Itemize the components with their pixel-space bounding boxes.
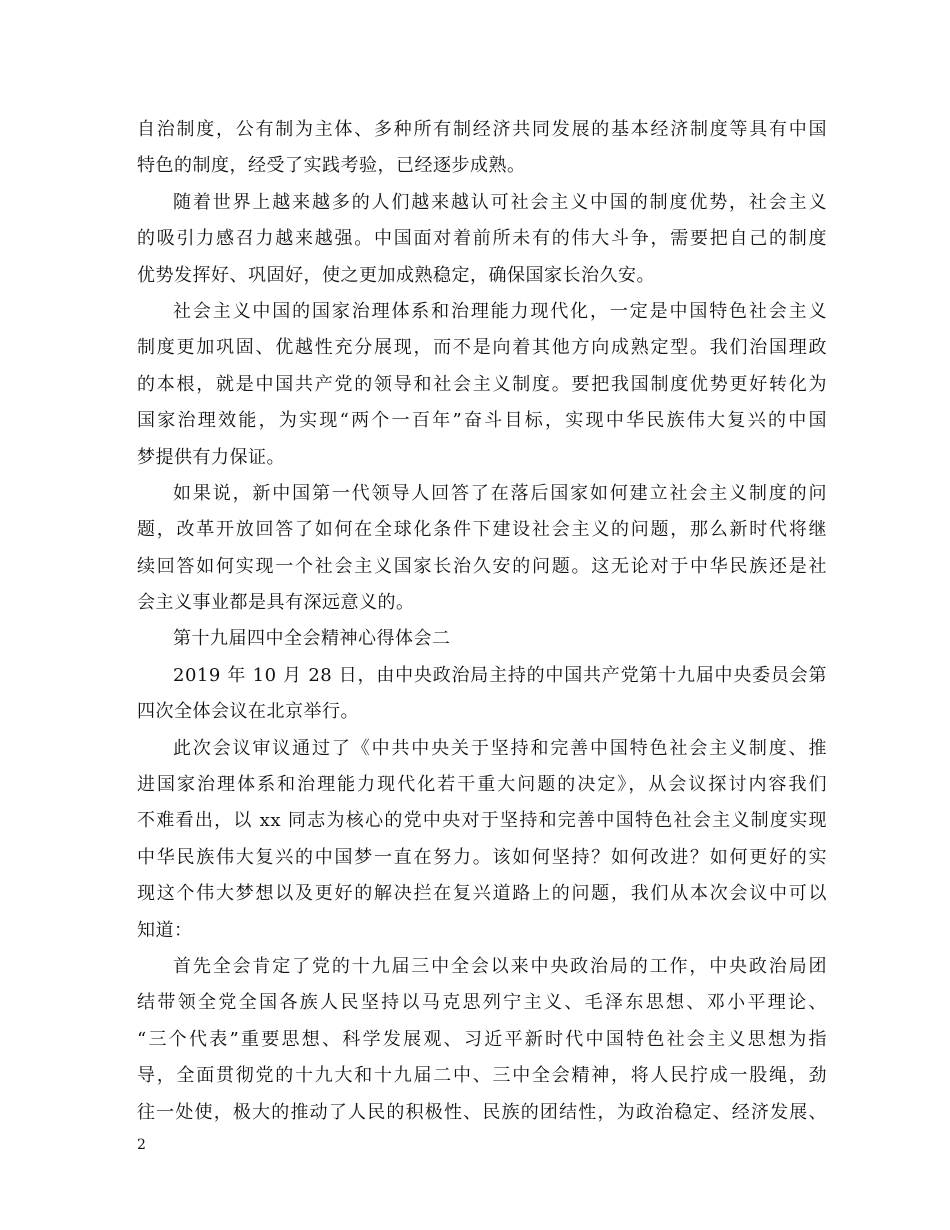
text-line: “三个代表”重要思想、科学发展观、习近平新时代中国特色社会主义思想为指 [137,1028,827,1050]
text-line: 往一处使，极大的推动了人民的积极性、民族的团结性，为政治稳定、经济发展、 [137,1101,827,1123]
text-line: 国家治理效能，为实现“两个一百年”奋斗目标，实现中华民族伟大复兴的中国 [137,410,827,432]
text-line: 续回答如何实现一个社会主义国家长治久安的问题。这无论对于中华民族还是社 [137,555,827,577]
text-line: 四次全体会议在北京举行。 [137,701,359,723]
text-line: 2019 年 10 月 28 日，由中央政治局主持的中国共产党第十九届中央委员会第 [173,664,827,686]
text-line: 社会主义中国的国家治理体系和治理能力现代化，一定是中国特色社会主义 [173,300,827,322]
text-line: 的本根，就是中国共产党的领导和社会主义制度。要把我国制度优势更好转化为 [137,373,827,395]
text-line: 此次会议审议通过了《中共中央关于坚持和完善中国特色社会主义制度、推 [173,737,827,759]
text-line: 进国家治理体系和治理能力现代化若干重大问题的决定》，从会议探讨内容我们 [137,774,827,796]
text-line: 自治制度，公有制为主体、多种所有制经济共同发展的基本经济制度等具有中国 [137,119,827,140]
text-line: 第十九届四中全会精神心得体会二 [173,628,451,650]
text-line: 结带领全党全国各族人民坚持以马克思列宁主义、毛泽东思想、邓小平理论、 [137,992,827,1014]
text-line: 随着世界上越来越多的人们越来越认可社会主义中国的制度优势，社会主义 [173,191,827,213]
text-line: 特色的制度，经受了实践考验，已经逐步成熟。 [137,155,526,177]
page-number: 2 [137,1137,146,1153]
text-line: 题，改革开放回答了如何在全球化条件下建设社会主义的问题，那么新时代将继 [137,519,827,541]
text-line: 优势发挥好、巩固好，使之更加成熟稳定，确保国家长治久安。 [137,264,655,286]
text-line: 中华民族伟大复兴的中国梦一直在努力。该如何坚持？如何改进？如何更好的实 [137,846,827,868]
text-line: 首先全会肯定了党的十九届三中全会以来中央政治局的工作，中央政治局团 [173,955,827,977]
text-line: 梦提供有力保证。 [137,446,285,468]
document-body [137,112,827,1131]
text-line: 会主义事业都是具有深远意义的。 [137,592,415,614]
text-line: 导，全面贯彻党的十九大和十九届二中、三中全会精神，将人民拧成一股绳，劲 [137,1065,827,1087]
text-line: 如果说，新中国第一代领导人回答了在落后国家如何建立社会主义制度的问 [173,482,827,504]
text-line: 不难看出，以 xx 同志为核心的党中央对于坚持和完善中国特色社会主义制度实现 [137,810,827,832]
text-line: 知道： [137,919,193,941]
text-line: 制度更加巩固、优越性充分展现，而不是向着其他方向成熟定型。我们治国理政 [137,337,827,359]
text-line: 的吸引力感召力越来越强。中国面对着前所未有的伟大斗争，需要把自己的制度 [137,228,827,250]
text-line: 现这个伟大梦想以及更好的解决拦在复兴道路上的问题，我们从本次会议中可以 [137,883,827,905]
